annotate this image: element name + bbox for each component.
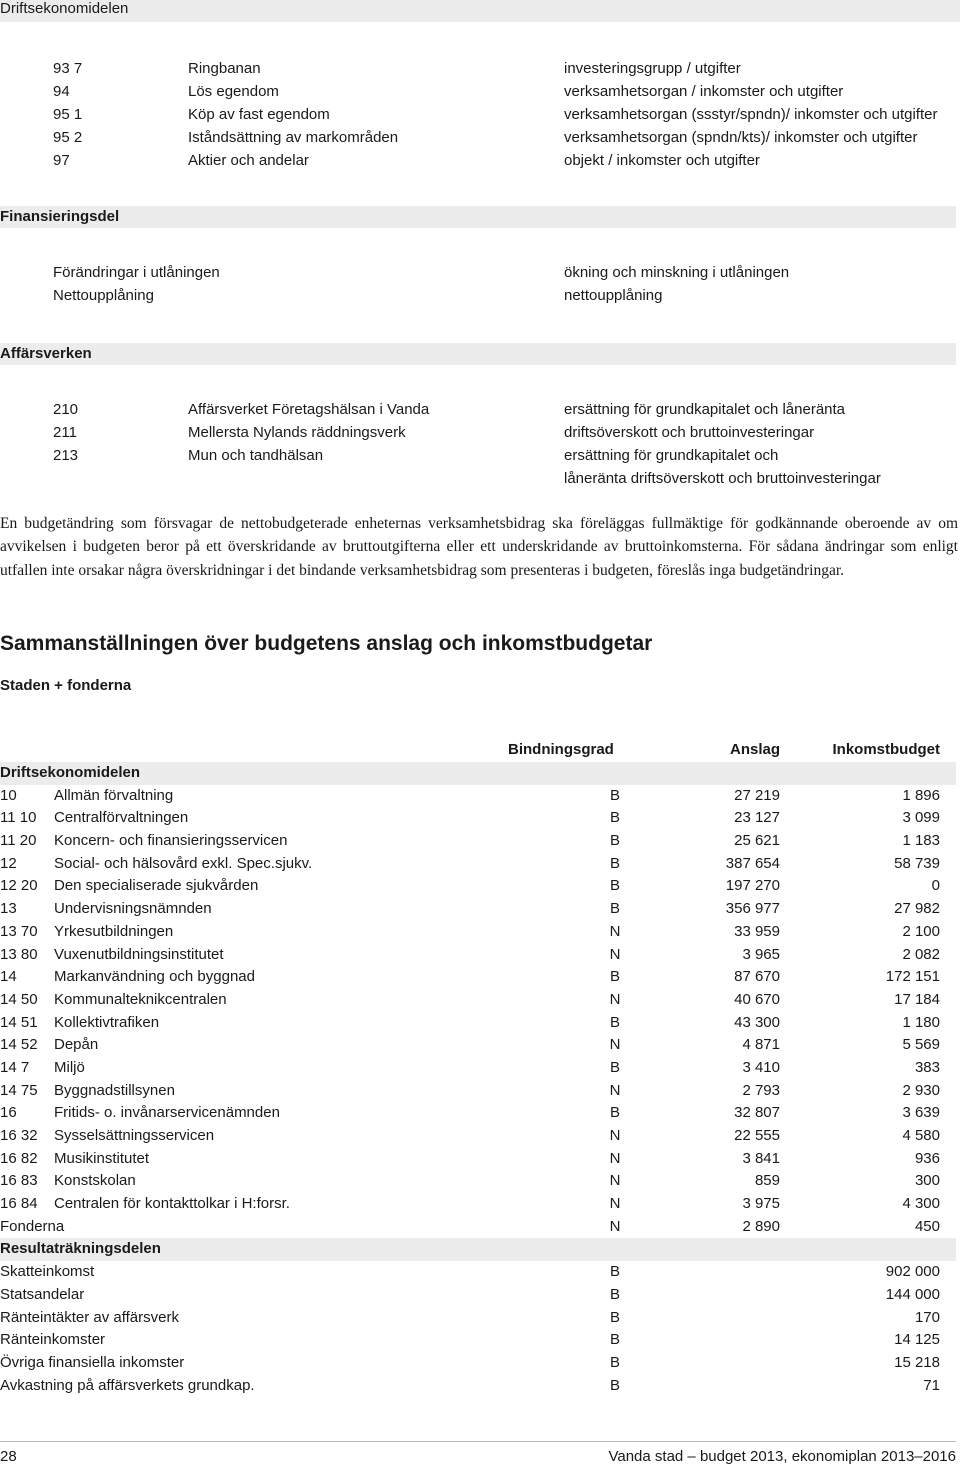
table-row: 16 32 Sysselsättningsservicen N 22 555 4 580 (0, 1127, 940, 1144)
table-row: 16 82 Musikinstitutet N 3 841 936 (0, 1149, 940, 1167)
list-item: 95 1 Köp av fast egendom verksamhetsorgan (ssstyr/spndn)/ inkomster och utgifter (53, 106, 938, 123)
page-header (0, 0, 960, 22)
publication-title: Vanda stad – budget 2013, ekonomiplan 2013–2016 (608, 1448, 956, 1465)
list-item: låneränta driftsöverskott och bruttoinvesteringar (564, 470, 881, 487)
table-row: 16 Fritids- o. invånarservicenämnden B 32 807 3 639 (0, 1104, 940, 1122)
table-row: Avkastning på affärsverkets grundkap. B 71 (0, 1376, 940, 1394)
table-row: Fonderna N 2 890 450 (0, 1217, 940, 1235)
summary-title: Sammanställningen över budgetens anslag och inkomstbudgetar (0, 632, 653, 655)
page-header-title: Driftsekonomidelen (0, 0, 129, 17)
list-item: 95 2 Iståndsättning av markområden verksamhetsorgan (spndn/kts)/ inkomster och utgifter (53, 129, 918, 146)
column-header-anslag: Anslag (729, 741, 780, 758)
section-heading-affarsverken: Affärsverken (0, 343, 956, 365)
table-row: 12 Social- och hälsovård exkl. Spec.sjukv. B 387 654 58 739 (0, 854, 940, 872)
table-row: 13 80 Vuxenutbildningsinstitutet N 3 965 2 082 (0, 945, 940, 963)
table-row: 11 20 Koncern- och finansieringsservicen B 25 621 1 183 (0, 832, 940, 850)
table-row: Övriga finansiella inkomster B 15 218 (0, 1353, 940, 1371)
table-section-heading: Driftsekonomidelen (0, 762, 956, 785)
list-item: Nettoupplåning nettoupplåning (53, 287, 663, 304)
table-row: 14 50 Kommunalteknikcentralen N 40 670 17 184 (0, 990, 940, 1008)
body-paragraph: En budgetändring som försvagar de nettobudgeterade enheternas verksamhetsbidrag ska föreläggas fullmäktige för godkännande oberoende av om avvikelsen i budgeten beror på ett överskridande av bruttoutgifterna eller ett underskridande av bruttoinkomsterna. För sådana ändringar som enligt utfallen inte orsakar några överskridningar i det bindande verksamhetsbidrag som presenteras i budgeten, föreslås inga budgetändringar. (0, 515, 958, 579)
table-row: 14 52 Depån N 4 871 5 569 (0, 1036, 940, 1054)
list-item: 97 Aktier och andelar objekt / inkomster och utgifter (53, 152, 760, 169)
column-header-bindningsgrad: Bindningsgrad (508, 741, 614, 758)
table-row: 14 7 Miljö B 3 410 383 (0, 1058, 940, 1076)
affars-rows (0, 399, 960, 491)
table-section-heading: Resultaträkningsdelen (0, 1238, 956, 1261)
table-row: 13 70 Yrkesutbildningen N 33 959 2 100 (0, 922, 940, 940)
list-item: 93 7 Ringbanan investeringsgrupp / utgifter (53, 60, 741, 77)
budget-table (0, 762, 956, 1397)
list-item: 211 Mellersta Nylands räddningsverk driftsöverskott och bruttoinvesteringar (53, 424, 815, 441)
list-item: 213 Mun och tandhälsan ersättning för grundkapitalet och (53, 447, 779, 464)
list-item: 210 Affärsverket Företagshälsan i Vanda ersättning för grundkapitalet och låneränta (53, 401, 846, 418)
table-row: 14 51 Kollektivtrafiken B 43 300 1 180 (0, 1013, 940, 1031)
table-row: 14 75 Byggnadstillsynen N 2 793 2 930 (0, 1081, 940, 1099)
column-header-inkomstbudget: Inkomstbudget (832, 741, 940, 758)
section-heading-finansiering: Finansieringsdel (0, 206, 956, 228)
summary-subtitle: Staden + fonderna (0, 677, 132, 694)
table-row: Ränteinkomster B 14 125 (0, 1331, 940, 1349)
footer-divider (0, 1441, 956, 1442)
table-row: 16 84 Centralen för kontakttolkar i H:forsr. N 3 975 4 300 (0, 1195, 940, 1213)
table-row: 16 83 Konstskolan N 859 300 (0, 1172, 940, 1190)
table-row: 10 Allmän förvaltning B 27 219 1 896 (0, 786, 940, 804)
table-row: Ränteintäkter av affärsverk B 170 (0, 1308, 940, 1326)
top-rows (0, 58, 960, 173)
finans-rows (0, 262, 960, 308)
list-item: Förändringar i utlåningen ökning och minskning i utlåningen (53, 264, 790, 281)
table-row: 12 20 Den specialiserade sjukvården B 197 270 0 (0, 877, 940, 895)
table-row: 13 Undervisningsnämnden B 356 977 27 982 (0, 900, 940, 918)
table-row: 11 10 Centralförvaltningen B 23 127 3 099 (0, 809, 940, 827)
table-row: Statsandelar B 144 000 (0, 1285, 940, 1303)
table-row: 14 Markanvändning och byggnad B 87 670 172 151 (0, 968, 940, 986)
page-number: 28 (0, 1448, 17, 1465)
table-row: Skatteinkomst B 902 000 (0, 1263, 940, 1281)
list-item: 94 Lös egendom verksamhetsorgan / inkomster och utgifter (53, 83, 844, 100)
